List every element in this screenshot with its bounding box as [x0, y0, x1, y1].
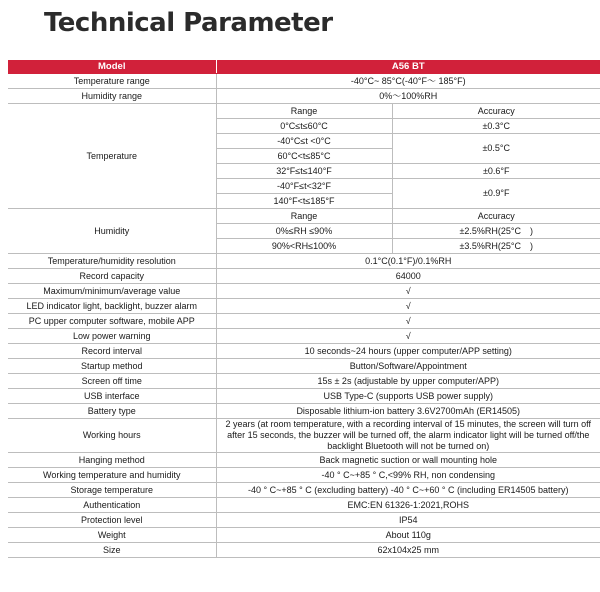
table-row: [8, 74, 600, 89]
row-value: -40 ° C~+85 ° C,<99% RH, non condensing: [216, 468, 600, 483]
row-label: LED indicator light, backlight, buzzer alarm: [8, 299, 216, 314]
temperature-range: 0°C≤t≤60°C: [216, 119, 392, 134]
row-value: 2 years (at room temperature, with a recording interval of 15 minutes, the screen will turn off after 15 seconds, the buzzer will be turned off, the alarm indicator light will be turned off/the backlight Bluetooth will not be turned on): [216, 419, 600, 453]
row-label: Battery type: [8, 404, 216, 419]
row-label: Working temperature and humidity: [8, 468, 216, 483]
row-label: PC upper computer software, mobile APP: [8, 314, 216, 329]
row-value: -40°C~ 85°C(-40°F～ 185°F): [216, 74, 600, 89]
temperature-range: -40°C≤t <0°C: [216, 134, 392, 149]
row-label: Low power warning: [8, 329, 216, 344]
row-label: Humidity range: [8, 89, 216, 104]
table-row: [8, 468, 600, 483]
row-value: IP54: [216, 513, 600, 528]
spec-table: [8, 60, 600, 558]
table-row: [8, 254, 600, 269]
row-label: Protection level: [8, 513, 216, 528]
temperature-range: -40°F≤t<32°F: [216, 179, 392, 194]
temperature-accuracy: ±0.6°F: [392, 164, 600, 179]
row-label: Working hours: [8, 419, 216, 453]
table-row: [8, 104, 600, 119]
temperature-range: 32°F≤t≤140°F: [216, 164, 392, 179]
row-label: Temperature/humidity resolution: [8, 254, 216, 269]
row-value: Back magnetic suction or wall mounting hole: [216, 453, 600, 468]
row-value: -40 ° C~+85 ° C (excluding battery) -40 ° C~+60 ° C (including ER14505 battery): [216, 483, 600, 498]
row-value: 62x104x25 mm: [216, 543, 600, 558]
row-value: Disposable lithium-ion battery 3.6V2700mAh (ER14505): [216, 404, 600, 419]
row-value: 64000: [216, 269, 600, 284]
humidity-range: 90%<RH≤100%: [216, 239, 392, 254]
table-row: [8, 483, 600, 498]
model-value: A56 BT: [216, 60, 600, 74]
table-row: [8, 209, 600, 224]
page-title: Technical Parameter: [44, 8, 333, 38]
row-value: About 110g: [216, 528, 600, 543]
table-row: [8, 404, 600, 419]
row-label: Storage temperature: [8, 483, 216, 498]
temperature-accuracy: ±0.5°C: [392, 134, 600, 164]
row-label: Weight: [8, 528, 216, 543]
row-value: 0%～100%RH: [216, 89, 600, 104]
table-row: [8, 543, 600, 558]
humidity-accuracy: ±2.5%RH(25°C ): [392, 224, 600, 239]
table-row: [8, 284, 600, 299]
checkmark-icon: √: [216, 329, 600, 344]
table-row: [8, 359, 600, 374]
temperature-range: 60°C<t≤85°C: [216, 149, 392, 164]
temperature-accuracy: ±0.3°C: [392, 119, 600, 134]
checkmark-icon: √: [216, 314, 600, 329]
table-row: [8, 513, 600, 528]
table-row: [8, 453, 600, 468]
row-label: Size: [8, 543, 216, 558]
temperature-accuracy: ±0.9°F: [392, 179, 600, 209]
row-label: Maximum/minimum/average value: [8, 284, 216, 299]
row-label: Screen off time: [8, 374, 216, 389]
temperature-label: Temperature: [8, 104, 216, 209]
table-row: [8, 528, 600, 543]
table-row: [8, 329, 600, 344]
row-label: Authentication: [8, 498, 216, 513]
checkmark-icon: √: [216, 284, 600, 299]
table-row: [8, 389, 600, 404]
table-header-row: [8, 60, 600, 74]
row-label: Record interval: [8, 344, 216, 359]
row-label: Hanging method: [8, 453, 216, 468]
row-value: USB Type-C (supports USB power supply): [216, 389, 600, 404]
table-row: [8, 269, 600, 284]
table-row: [8, 89, 600, 104]
row-label: Temperature range: [8, 74, 216, 89]
table-row: [8, 498, 600, 513]
row-value: 15s ± 2s (adjustable by upper computer/APP): [216, 374, 600, 389]
humidity-range: 0%≤RH ≤90%: [216, 224, 392, 239]
model-label: Model: [8, 60, 216, 74]
table-row: [8, 344, 600, 359]
table-row: [8, 419, 600, 453]
temperature-accuracy-header: Accuracy: [392, 104, 600, 119]
humidity-range-header: Range: [216, 209, 392, 224]
table-row: [8, 299, 600, 314]
row-value: EMC:EN 61326-1:2021,ROHS: [216, 498, 600, 513]
table-row: [8, 374, 600, 389]
row-label: USB interface: [8, 389, 216, 404]
row-value: 0.1°C(0.1°F)/0.1%RH: [216, 254, 600, 269]
table-row: [8, 314, 600, 329]
temperature-range: 140°F<t≤185°F: [216, 194, 392, 209]
row-value: Button/Software/Appointment: [216, 359, 600, 374]
row-label: Record capacity: [8, 269, 216, 284]
row-label: Startup method: [8, 359, 216, 374]
humidity-accuracy: ±3.5%RH(25°C ): [392, 239, 600, 254]
humidity-accuracy-header: Accuracy: [392, 209, 600, 224]
humidity-label: Humidity: [8, 209, 216, 254]
temperature-range-header: Range: [216, 104, 392, 119]
checkmark-icon: √: [216, 299, 600, 314]
row-value: 10 seconds~24 hours (upper computer/APP setting): [216, 344, 600, 359]
